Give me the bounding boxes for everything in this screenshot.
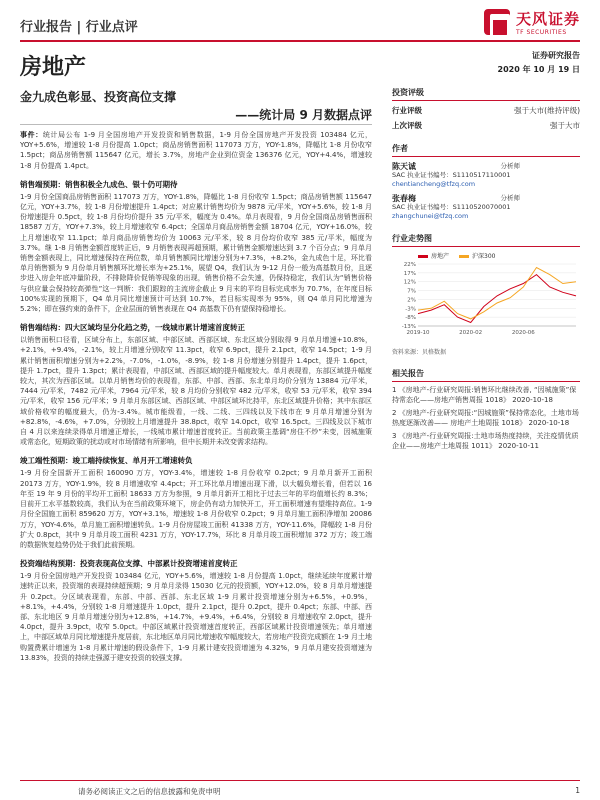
y-tick-label: -8%	[405, 315, 416, 322]
report-headline: 金九成色彰显、投资高位支撑	[20, 90, 177, 104]
author-name: 张春梅	[392, 194, 416, 203]
rating-value: 强于大市	[550, 121, 580, 130]
y-tick-label: 2%	[407, 297, 416, 304]
header-divider	[20, 40, 580, 42]
report-type: 证券研究报告	[532, 51, 580, 60]
author-sac: SAC 执业证书编号：S1110517110001	[392, 171, 511, 179]
legend-item	[418, 251, 449, 260]
legend-item	[459, 251, 495, 260]
page-number: 1	[575, 786, 580, 795]
report-date: 2020 年 10 月 19 日	[497, 65, 580, 74]
series-line	[418, 268, 576, 319]
page-header	[20, 8, 580, 42]
body-paragraph-sales: 1-9 月份全国商品房销售面积 117073 万方，YOY-1.8%，降幅比 1-8 月份收窄 1.5pct；商品房销售额 115647 亿元，YOY+3.7%，较 1-8 月份增速提升 1.4pct；对应累计销售均价为 9878 元/平米，YOY+5.6%，较 1-8 月份增速提升 0.5pct，较 1-8 月份均价提升 35 元/平米，幅度为 0.4%。单月表现看，9 月份全国商品房销售面积 18587 万方，YOY+7.3%，较上月增速收窄 6.4pct；全国单月商品房销售金额 18704 亿元，YOY+16.0%，较上月增速收窄 11.1pct；单月商品房销售均价为 10063 元/平米，较 8 月份均价收窄 385 元/平米，幅度为 3.7%。继 1-8 月销售金额首度转正后，9 月销售表现再超预期，累计销售金额增速达到 3.7 个百分点；9 月单月销售金额表现上，同比增速保持在两位数，单月销售额同比增速分别为+7.3%，+8.2%，金九成色十足，环比看单月销售额为 9 月份单月销售额环比增长率为+25.1%，展望 Q4，我们认为 9-12 月份一般为高基数月份，且逐步进入房企年底冲量阶段，不排除降价促销等现象的出现，销售价格不会失速，仍保持稳定，我们认为“销售价格与供应量会保持较高弹性”这一判断：我们跟踪的主流房企截止 9 月末的平均目标完成率为 70.7%，在年度目标 100%实现的预期下，Q4 单月同比增速预计可达到 10.7%，若目标实现率为 95%，则 Q4 单月同比增速为 5.2%；即在强约束的条件下，企业层面的销售表现在 Q4 高基数下仍有望保持稳增长。	[20, 192, 372, 314]
logo-text-cn: 天风证券	[515, 10, 580, 28]
x-tick-label: 2019-10	[406, 330, 430, 336]
y-tick-label: 12%	[403, 279, 416, 286]
author-card	[392, 162, 580, 189]
rating-key: 行业评级	[392, 106, 422, 115]
rating-row-previous	[392, 120, 580, 131]
legend-label: 房地产	[431, 253, 450, 260]
section-title-sales: 销售端预期：销售积极全九成色、银十仍可期待	[20, 179, 178, 189]
body-paragraph-investment: 1-9 月份全国房地产开发投资 103484 亿元，YOY+5.6%，增速较 1-8 月份提高 1.0pct，继续延续年度累计增速转正以来，投资端的表现持续超预期；9 月单月录得 15030 亿元的投资额，YOY+12.0%，较 8 月单月增速提升 0.2pct。分区域表现看，东部、中部、西部、东北区域 1-9 月累计投资增速分别为+6.5%，+0.9%，+8.1%，+4.4%，分别较 1-8 月增速提升 1.0pct，提升 2.1pct，提升 0.2pct，提升 0.4pct；东部、中部、西部、东北地区 9 月单月增速分别为+12.8%，+14.7%，+9.4%，+6.4%，分别较 8 月增速收窄 2.0pct，提升 4.0pct，提升 3.9pct，收窄 5.0pct。中部区域累计投资增速首度转正，西部区域累计投资增速领先；单月增速上，中部区域单月同比增速提升度居前，东北地区单月同比增速收窄幅度较大，若房地产投资完成额在 1-9 月土地购置费累计增速为 1-8 月累计增速的假设条件下，1-9 月累计建安投资增速为 4.32%，9 月单月建安投资增速为 13.83%，投资的持续走强源于建安投资的较强支撑。	[20, 572, 372, 662]
logo-icon	[484, 9, 510, 35]
footer-divider	[20, 780, 580, 781]
legend-swatch	[459, 255, 469, 258]
chart-source: 资料来源：贝格数据	[392, 349, 447, 356]
author-section-title: 作者	[392, 143, 580, 157]
related-report-item[interactable]: 1 《房地产-行业研究周报:销售环比继续改善, “因城施策”保持常态化——房地产销售周报 1018》 2020-10-18	[392, 386, 577, 404]
report-body	[20, 130, 372, 671]
author-name: 陈天诚	[392, 162, 416, 171]
x-tick-label: 2020-06	[511, 330, 535, 336]
author-email[interactable]: zhangchunei@tfzq.com	[392, 212, 469, 220]
section-title-regions: 销售端结构：四大区域均呈分化趋之势，一线城市累计增速首度转正	[20, 323, 245, 333]
trend-section-title: 行业走势图	[392, 233, 580, 247]
author-role: 分析师	[500, 162, 520, 170]
body-paragraph-regions: 以销售面积口径看，区域分布上，东部区域、中部区域、西部区域、东北区域分别取得 9 月单月增速+10.8%，+2.1%，+9.4%，-2.1%，较上月增速分别收窄 11.3pct，收窄 6.9pct，提升 2.1pct，收窄 14.5pct；1-9 月累计销售面积增速分别为+2.2%，-7.0%，-1.0%，-8.9%，较 1-8 月份增速分别提升 1.4pct，提升 1.6pct，提升 1.7pct，提升 1.3pct；累计表现看，中部区域、西部区域的提升幅度较大。单月表现看，东部区域提升幅度较大，其次为西部区域。以单月销售均价的表现看，东部、中部、西部、东北单月均价分别为 13884 元/平米，7444 元/平米，7482 元/平米，7964 元/平米，较 8 月均价分别收窄 482 元/平米，收窄 53 元/平米，收窄 394 元/平米，收窄 156 元/平米；9 月单月东部区域、西部区域、中部区域环比持平，东北区域提升价格；其中东部区域价格收窄的幅度最大，仍为-3.4%。城市能级看，一线、二线、三四线以及下线市在 9 月单月增速分别为+82.8%，-4.6%，+7.0%，分别较上月增速提升 38.8pct，收窄 14.0pct，收窄 16.5pct。三四线及以下城市自 4 月以来连续录得单月增速正增长，一线城市累计增速首度转正。当前政策主基调“房住不炒”未变，因城施策或常态化，短期政策的扰动或对市场情绪有所影响，但中长期并未改变需求结构。	[20, 336, 372, 447]
author-role: 分析师	[500, 194, 520, 202]
related-report-item[interactable]: 2 《房地产-行业研究周报:“因城施策”保持常态化，土地市场热度逐渐改善—— 房地产土地周报 1018》 2020-10-18	[392, 409, 579, 427]
sidebar	[392, 50, 580, 451]
y-tick-label: 7%	[407, 288, 416, 295]
rating-value: 强于大市(维持评级)	[514, 106, 580, 115]
rating-section-title: 投资评级	[392, 87, 580, 101]
legend-swatch	[418, 255, 428, 258]
paragraph-lead: 事件：	[20, 131, 43, 139]
section-title-completion: 竣工端性预期：竣工端持续恢复、单月开工增速转负	[20, 456, 193, 466]
report-category: 行业报告 | 行业点评	[20, 20, 138, 35]
body-paragraph-event	[20, 130, 372, 171]
company-logo	[484, 8, 580, 36]
rating-row-industry	[392, 105, 580, 116]
section-title-investment: 投资端结构预期：投资表现高位支撑、中部累计投资增速首度转正	[20, 559, 238, 569]
page-title: 房地产	[20, 55, 87, 80]
logo-text-en: TF SECURITIES	[515, 29, 567, 36]
y-tick-label: 17%	[403, 270, 416, 277]
y-tick-label: -13%	[401, 324, 416, 330]
trend-chart	[392, 251, 580, 356]
body-paragraph-completion: 1-9 月份全国新开工面积 160090 万方，YOY-3.4%，增速较 1-8 月份收窄 0.2pct；9 月单月新开工面积 20173 万方，YOY-1.9%，较 8 月增速收窄 4.4pct；开工环比单月增速出现下滑，以大幅负增长看，但若以 16 年至 19 年 9 月份的平均开工面积 18633 万方为参照，9 月单月新开工相比于过去三年的平均值增长约 8.3%；目前开工水平基数较高，我们认为在当前政策环境下，房企仍有动力加快开工，开工面积增速有望维持高位。1-9 月份全国施工面积 859620 万方，YOY+3.1%，增速较 1-8 月份收窄 0.2pct；9 月单月施工面积净增加 20086 万方，YOY-4.6%，单月施工面积增速转负。1-9 月份房屋竣工面积 41338 万方，YOY-11.6%，降幅较 1-8 月份扩大 0.8pct，其中 9 月单月竣工面积 4231 万方，YOY-17.7%，环比 8 月单月竣工面积增加 372 万方；竣工端的数据恢复趋势仍处于我们此前预期。	[20, 469, 372, 549]
author-email[interactable]: chentiancheng@tfzq.com	[392, 180, 476, 188]
y-tick-label: -3%	[405, 306, 416, 313]
legend-label: 沪深300	[472, 253, 496, 260]
paragraph-text: 统计局公布 1-9 月全国房地产开发投资和销售数据，1-9 月份全国房地产开发投资 103484 亿元，YOY+5.6%，增速较 1-8 月份提高 1.0pct；商品房销售面积 117073 万方，YOY-1.8%，降幅比 1-8 月份收窄 1.5pct；商品房销售额 115647 亿元，增长 3.7%，房地产企业到位资金 136376 亿元，YOY+4.4%，增速较 1-8 月份提高 1.4pct。	[20, 131, 373, 170]
related-report-item[interactable]: 3 《房地产-行业研究周报:土地市场热度持续，关注疫情优质企业——房地产土地周报 1011》 2020-10-11	[392, 432, 579, 450]
trend-chart-svg	[392, 260, 580, 340]
author-card	[392, 194, 580, 221]
rating-key: 上次评级	[392, 121, 422, 130]
report-subheadline: ——统计局 9 月数据点评	[235, 108, 372, 122]
related-section-title: 相关报告	[392, 368, 580, 382]
y-tick-label: 22%	[403, 262, 416, 268]
x-tick-label: 2020-02	[459, 330, 483, 336]
author-sac: SAC 执业证书编号：S1110520070001	[392, 203, 511, 211]
footer-disclaimer: 请务必阅读正文之后的信息披露和免责申明	[78, 787, 221, 796]
title-divider	[20, 124, 372, 125]
chart-legend	[418, 251, 580, 260]
